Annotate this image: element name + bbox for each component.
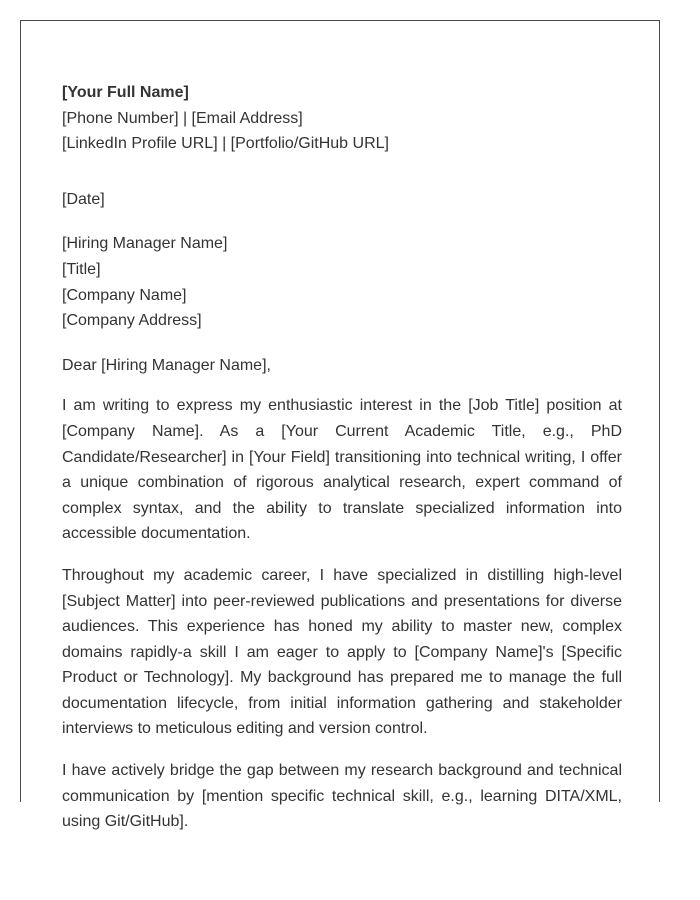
letter-page [20, 20, 660, 831]
recipient-title: [Title] [62, 260, 101, 278]
salutation: Dear [Hiring Manager Name], [62, 356, 271, 374]
letter-date: [Date] [62, 190, 105, 208]
paragraph-1: I am writing to express my enthusiastic interest in the [Job Title] position at [Company Name]. As a [Your Current Academic Title, e.g., PhD Candidate/Researcher] in [Your Field] transitioning into technical writing, I offer a unique combination of rigorous analytical research, expert command of complex syntax, and the ability to translate specialized information into accessible documentation. [62, 397, 622, 543]
sender-links: [LinkedIn Profile URL] | [Portfolio/GitHub URL] [62, 135, 389, 153]
sender-name: [Your Full Name] [62, 84, 189, 101]
sender-contact: [Phone Number] | [Email Address] [62, 109, 303, 127]
paragraph-2: Throughout my academic career, I have specialized in distilling high-level [Subject Matter] into peer-reviewed publications and presentations for diverse audiences. This experience has honed my ability to master new, complex domains rapidly-a skill I am eager to apply to [Company Name]'s [Specific Product or Technology]. My background has prepared me to manage the full documentation lifecycle, from initial information gathering and stakeholder interviews to meticulous editing and version control. [62, 566, 622, 738]
recipient-company: [Company Name] [62, 286, 187, 304]
recipient-address: [Company Address] [62, 312, 202, 330]
letter-body [62, 80, 622, 835]
recipient-block [62, 231, 622, 333]
recipient-name: [Hiring Manager Name] [62, 235, 228, 253]
paragraph-3: I have actively bridge the gap between my research background and technical communication by [mention specific technical skill, e.g., learning DITA/XML, using Git/GitHub]. [62, 762, 622, 831]
